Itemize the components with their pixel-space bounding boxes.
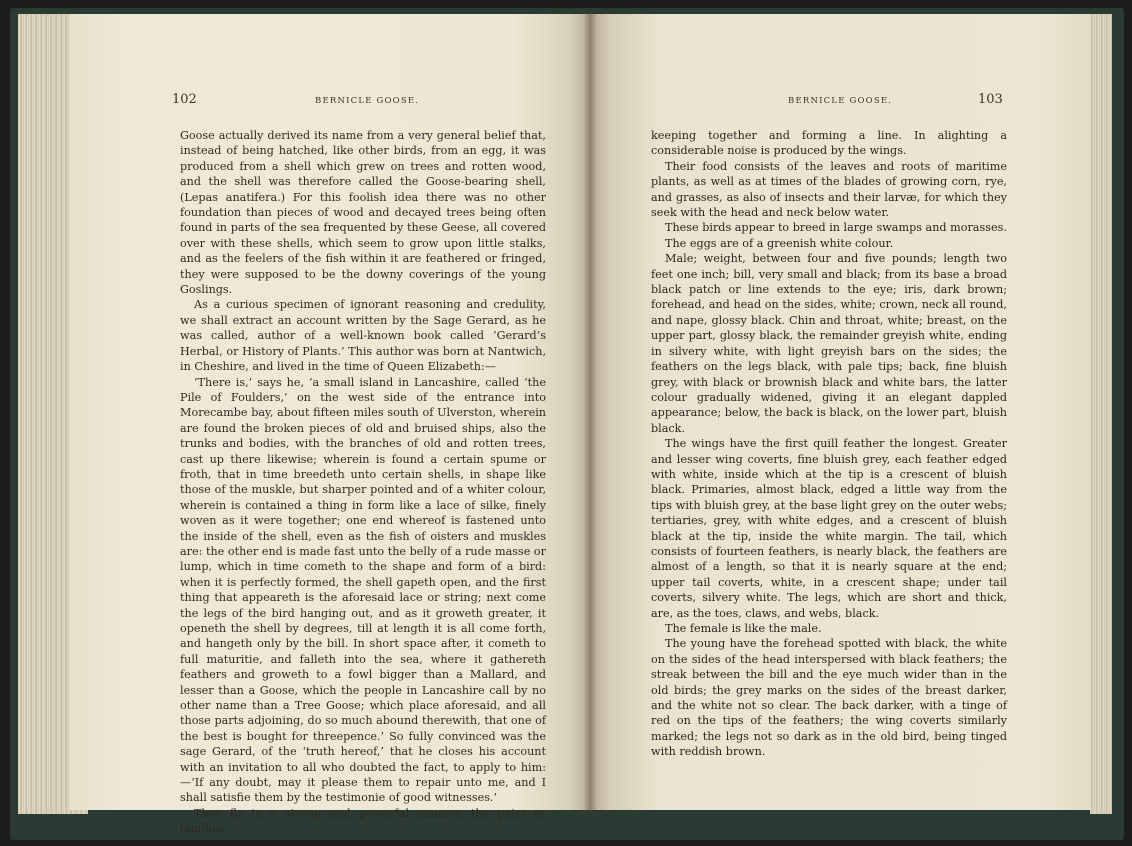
running-head: BERNICLE GOOSE.	[315, 96, 420, 106]
paragraph: The female is like the male.	[665, 622, 822, 635]
paragraph: ‘There is,’ says he, ‘a small island in Lancashire, called ‘the Pile of Foulders,’ on the west side of the entrance into Morecambe bay, about fifteen miles south of Ulverston, wherein are found the broken pieces of old and bruised ships, also the trunks and bodies, with the branches of old and rotten trees, cast up there likewise; wherein is found a certain spume or froth, that in time breedeth unto certain shells, in shape like those of the muskle, but sharper pointed and of a whiter colour, wherein is contained a thing in form like a lace of silke, finely woven as it were together; one end whereof is fastened unto the inside of the shell, even as the fish of oisters and muskles are: the other end is made fast unto the belly of a rude masse or lump, which in time cometh to the shape and form of a bird: when it is perfectly formed, the shell gapeth open, and the first thing that appeareth is the aforesaid lace or string; next come the legs of the bird hanging out, and as it groweth greater, it openeth the shell by degrees, till at length it is all come forth, and hangeth only by the bill. In short space after, it cometh to full maturitie, and falleth into the sea, where it gathereth feathers and groweth to a fowl bigger than a Mallard, and lesser than a Goose, which the people in Lancashire call by no other name than a Tree Goose; which place aforesaid, and all those parts adjoining, do so much abound therewith, that one of the best is bought for threepence.’ So fully convinced was the sage Gerard, of the ‘truth hereof,’ that he closes his account with an invitation to all who doubted the fact, to apply to him:—‘If any doubt, may it please them to repair unto me, and I shall satisfie them by the testimonie of good witnesses.’	[180, 375, 546, 805]
paragraph: The eggs are of a greenish white colour.	[665, 236, 894, 250]
right-page-header	[590, 94, 1090, 114]
page-number: 103	[978, 92, 1003, 107]
paragraph: Their food consists of the leaves and roots of maritime plants, as well as at times of the blades of growing corn, rye, and grasses, as also of insects and their larvæ, for which they seek with the head and neck below water.	[651, 159, 1007, 220]
paragraph: Male; weight, between four and five pounds; length two feet one inch; bill, very small and black; from its base a broad black patch or line extends to the eye; iris, dark brown; forehead, and head on the sides, white; crown, neck all round, and nape, glossy black. Chin and throat, white; breast, on the upper part, glossy black, the remainder greyish white, ending in silvery white, with light greyish bars on the sides; the feathers on the legs black, with pale tips; back, fine bluish grey, with black or brownish black and white bars, the latter colour gradually widened, giving it an elegant dappled appearance; below, the back is black, on the lower part, bluish black.	[651, 252, 1007, 435]
paragraph: They fly in a strong and powerful manner, the pairs or families	[180, 806, 546, 836]
paragraph: The wings have the first quill feather the longest. Greater and lesser wing coverts, fine bluish grey, each feather edged with white, inside which at the tip is a crescent of bluish black. Primaries, almost black, edged a little way from the tips with bluish grey, at the base light grey on the outer webs; tertiaries, grey, with white edges, and a crescent of bluish black at the tip, inside the white margin. The tail, which consists of fourteen feathers, is nearly black, the feathers are almost of a length, so that it is nearly square at the end; upper tail coverts, white, in a crescent shape; under tail coverts, silvery white. The legs, which are short and thick, are, as the toes, claws, and webs, black.	[651, 437, 1007, 620]
book-spine-gutter	[583, 14, 597, 810]
right-page-text	[651, 128, 1007, 760]
left-page	[70, 14, 590, 836]
page-edges-right	[1090, 14, 1112, 814]
paragraph: Goose actually derived its name from a very general belief that, instead of being hatched, like other birds, from an egg, it was produced from a shell which grew on trees and rotten wood, and the shell was therefore called the Goose-bearing shell, (Lepas anatifera.) For this foolish idea there was no other foundation than pieces of wood and decayed trees being often found in parts of the sea frequented by these Geese, all covered over with these shells, which seem to grow upon little stalks, and as the feelers of the fish within it are feathered or fringed, they were supposed to be the downy coverings of the young Goslings.	[180, 129, 546, 297]
running-head: BERNICLE GOOSE.	[788, 96, 893, 106]
paragraph: These birds appear to breed in large swamps and morasses.	[665, 221, 1007, 235]
left-page-header	[70, 94, 590, 114]
page-number: 102	[172, 92, 197, 107]
paragraph: The young have the forehead spotted with black, the white on the sides of the head interspersed with black feathers; the streak between the bill and the eye much wider than in the old birds; the grey marks on the sides of the breast darker, and the white not so clear. The back darker, with a tinge of red on the tips of the feathers; the wing coverts similarly marked; the legs not so dark as in the old bird, being tinged with reddish brown.	[651, 637, 1007, 759]
left-page-text	[180, 128, 546, 837]
paragraph: keeping together and forming a line. In alighting a considerable noise is produced by the wings.	[651, 129, 1007, 158]
right-page	[590, 14, 1090, 810]
paragraph: As a curious specimen of ignorant reasoning and credulity, we shall extract an account written by the Sage Gerard, as he was called, author of a well-known book called ‘Gerard’s Herbal, or History of Plants.’ This author was born at Nantwich, in Cheshire, and lived in the time of Queen Elizabeth:—	[180, 298, 546, 374]
